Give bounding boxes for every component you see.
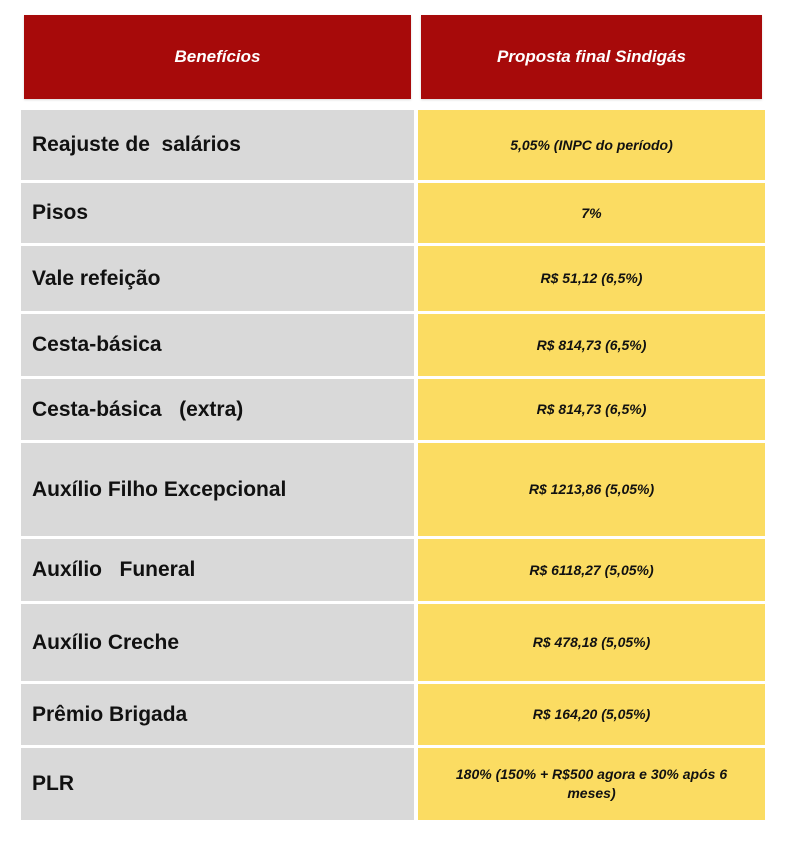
table-row: [0, 604, 790, 681]
benefit-cell: Auxílio Filho Excepcional: [21, 443, 414, 536]
benefit-cell: Auxílio Creche: [21, 604, 414, 681]
proposal-cell: R$ 478,18 (5,05%): [418, 604, 765, 681]
proposal-cell: R$ 51,12 (6,5%): [418, 246, 765, 311]
benefit-cell: Reajuste de salários: [21, 110, 414, 180]
table-row: [0, 379, 790, 440]
proposal-cell: R$ 814,73 (6,5%): [418, 379, 765, 440]
proposal-cell: 7%: [418, 183, 765, 243]
benefit-cell: Prêmio Brigada: [21, 684, 414, 745]
benefit-cell: Vale refeição: [21, 246, 414, 311]
proposal-cell: R$ 1213,86 (5,05%): [418, 443, 765, 536]
proposal-cell: 180% (150% + R$500 agora e 30% após 6 meses): [418, 748, 765, 820]
table-row: [0, 246, 790, 311]
table-row: [0, 539, 790, 601]
table-row: [0, 110, 790, 180]
header-proposal: Proposta final Sindigás: [421, 15, 762, 99]
benefit-cell: Cesta-básica: [21, 314, 414, 376]
table-row: [0, 314, 790, 376]
proposal-cell: R$ 6118,27 (5,05%): [418, 539, 765, 601]
header-benefits: Benefícios: [24, 15, 411, 99]
table-row: [0, 748, 790, 820]
benefit-cell: PLR: [21, 748, 414, 820]
proposal-cell: R$ 164,20 (5,05%): [418, 684, 765, 745]
proposal-cell: R$ 814,73 (6,5%): [418, 314, 765, 376]
proposal-cell: 5,05% (INPC do período): [418, 110, 765, 180]
benefit-cell: Cesta-básica (extra): [21, 379, 414, 440]
benefit-cell: Auxílio Funeral: [21, 539, 414, 601]
table-row: [0, 684, 790, 745]
table-row: [0, 443, 790, 536]
table-row: [0, 183, 790, 243]
benefit-cell: Pisos: [21, 183, 414, 243]
